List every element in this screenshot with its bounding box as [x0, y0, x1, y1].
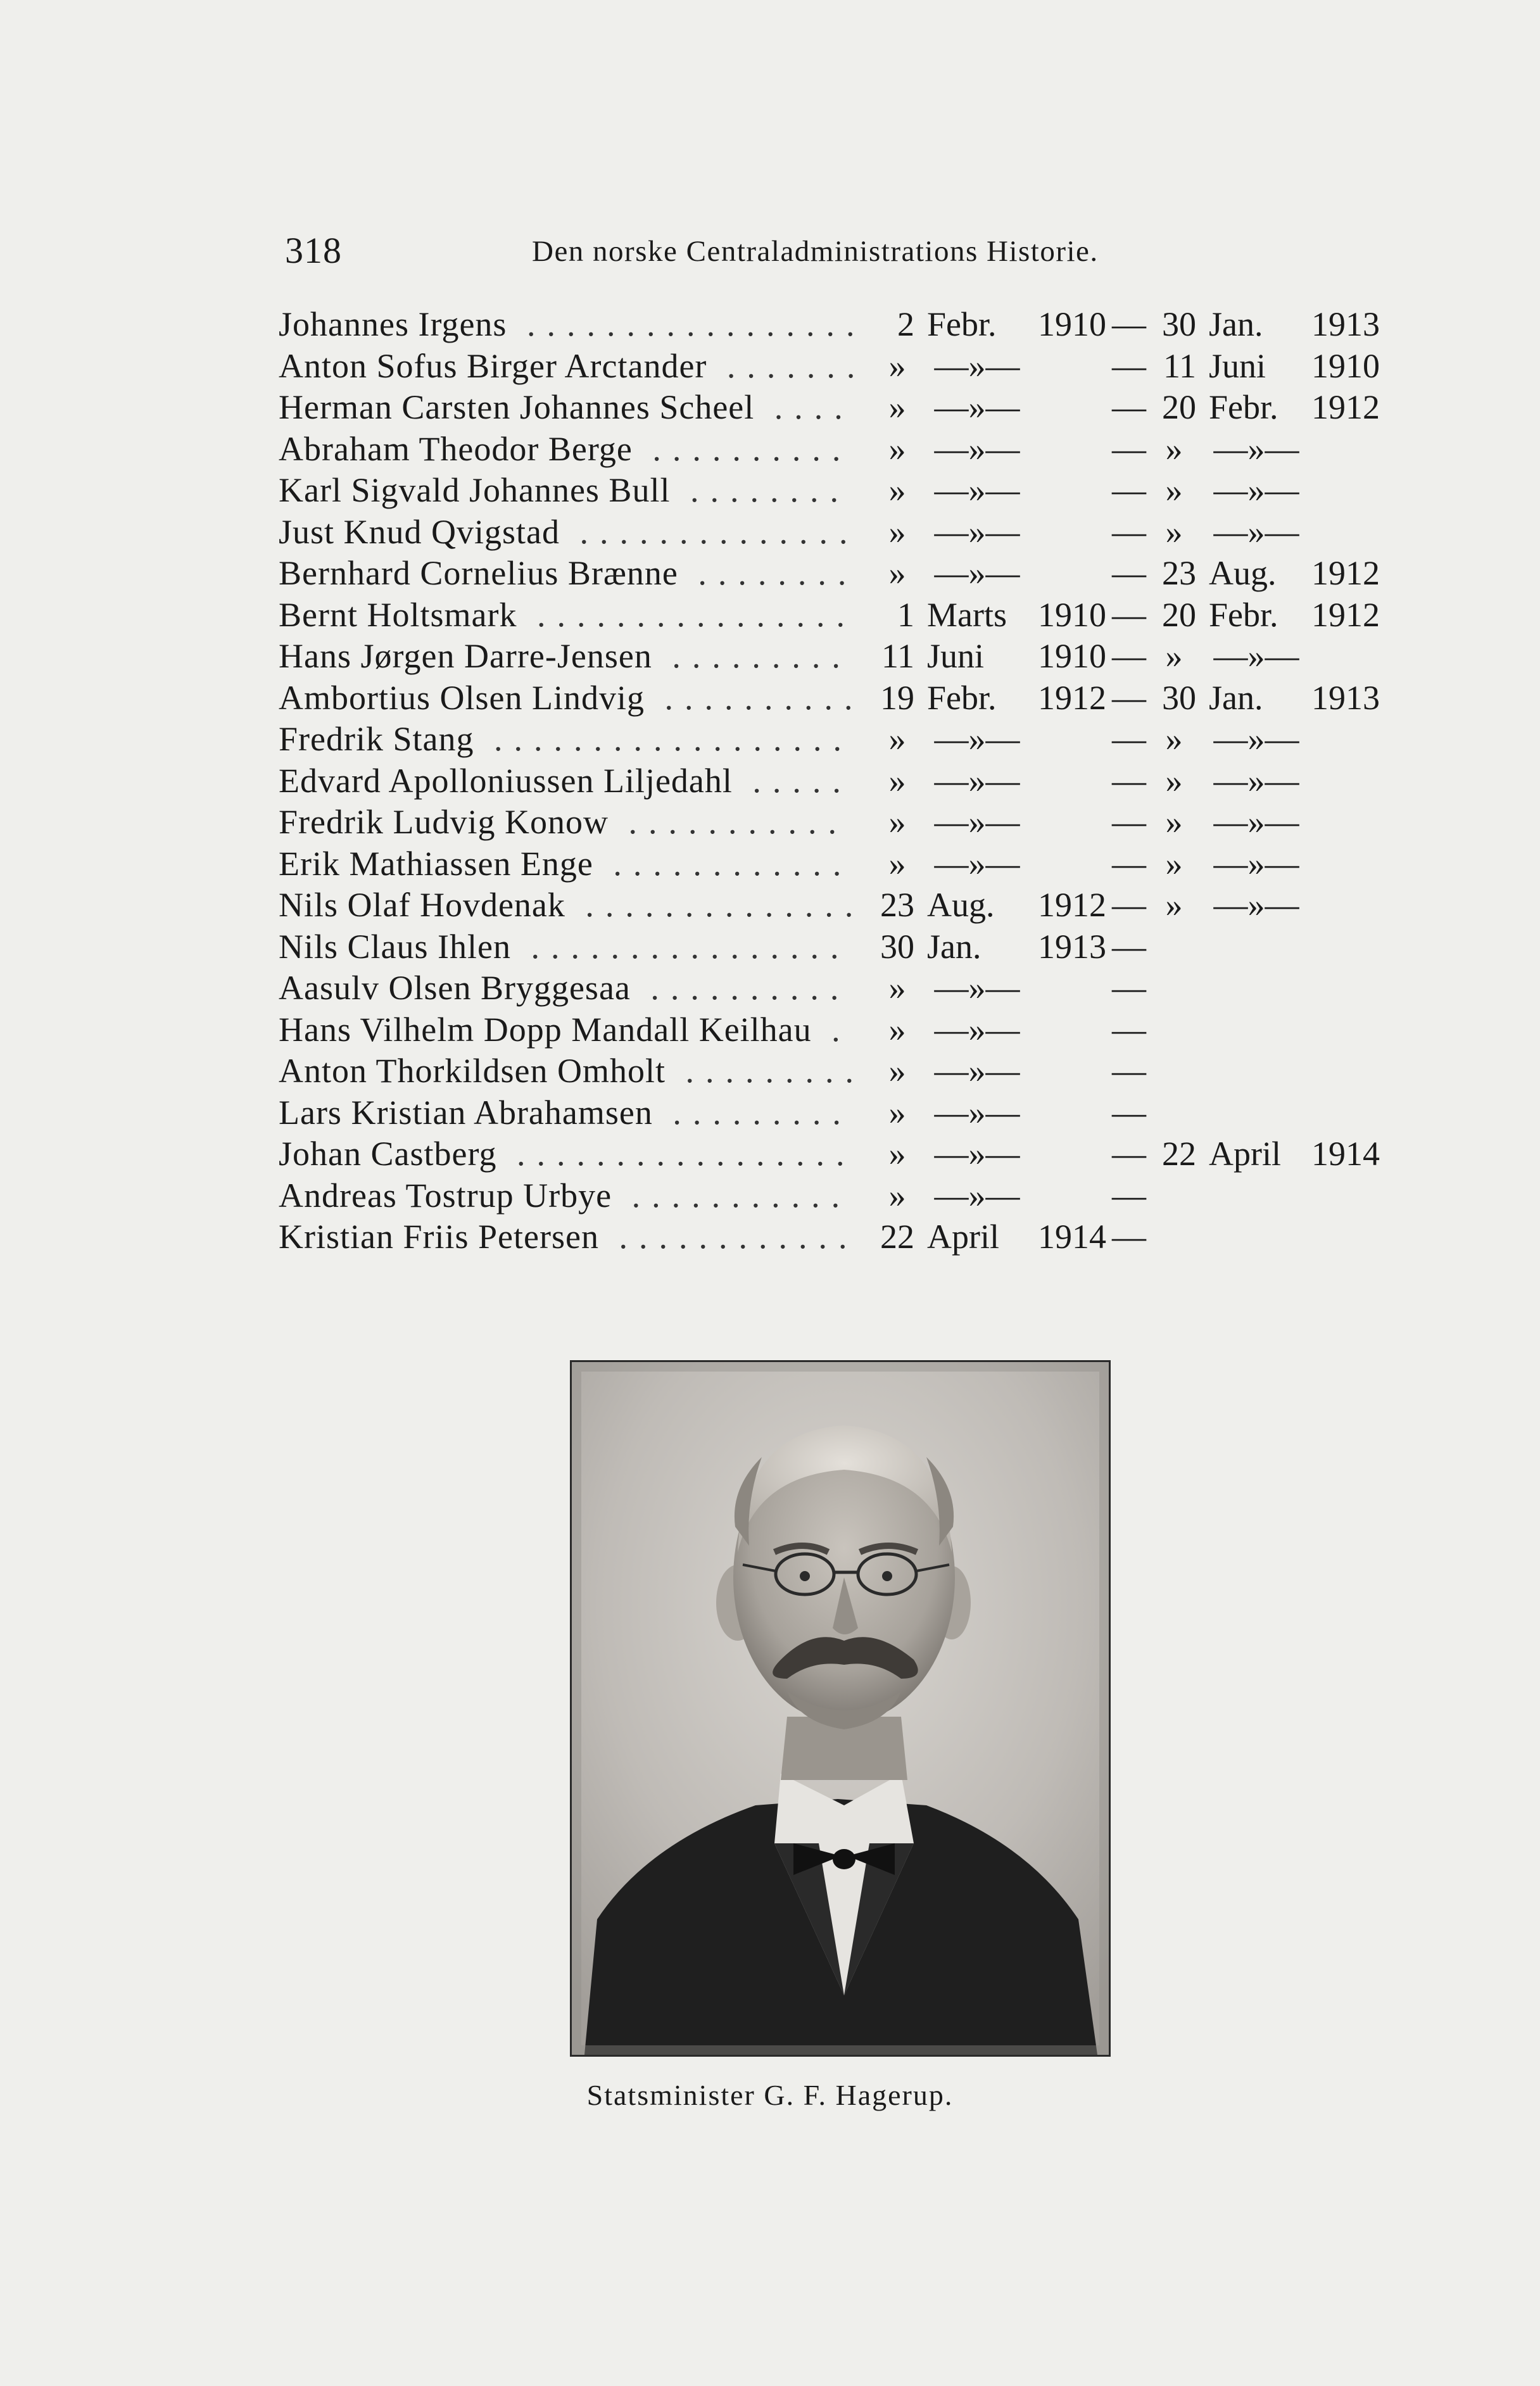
from-month: —»—	[934, 803, 1020, 841]
from-day: »	[888, 512, 906, 551]
to-year	[1304, 1009, 1380, 1051]
to-month	[1196, 1092, 1304, 1134]
range-dash: —	[1112, 1010, 1146, 1049]
to-day: »	[1165, 637, 1183, 675]
official-name: Nils Claus Ihlen	[279, 927, 511, 966]
dot-leader: ................	[517, 595, 856, 634]
from-year	[1027, 802, 1106, 843]
official-name: Hans Vilhelm Dopp Mandall Keilhau	[279, 1010, 812, 1049]
from-month: —»—	[934, 720, 1020, 758]
from-year	[1027, 429, 1106, 470]
to-month: —»—	[1213, 720, 1299, 758]
dot-leader: .................	[496, 1135, 856, 1173]
from-year	[1027, 1133, 1106, 1175]
portrait-photo	[570, 1360, 1111, 2057]
range-dash: —	[1112, 471, 1146, 509]
dot-leader: ........	[670, 471, 850, 509]
from-year	[1027, 512, 1106, 553]
table-row	[279, 1051, 1380, 1092]
to-month: Febr.	[1209, 388, 1278, 426]
from-day: »	[888, 844, 906, 883]
official-name-cell	[279, 595, 880, 636]
to-day: 22	[1162, 1135, 1196, 1173]
to-month: Aug.	[1209, 554, 1277, 592]
from-month: —»—	[934, 969, 1020, 1007]
to-month: Jan.	[1209, 305, 1263, 343]
official-name: Andreas Tostrup Urbye	[279, 1176, 612, 1215]
to-month: —»—	[1213, 761, 1299, 800]
official-name: Lars Kristian Abrahamsen	[279, 1093, 653, 1132]
from-year	[1027, 719, 1106, 761]
from-day: »	[888, 429, 906, 468]
dot-leader: .	[811, 1010, 852, 1049]
to-year: 1912	[1311, 554, 1380, 592]
range-dash: —	[1112, 886, 1146, 924]
range-dash: —	[1112, 429, 1146, 468]
to-month	[1196, 1216, 1304, 1258]
official-name-cell	[279, 926, 880, 968]
from-year: 1910	[1038, 595, 1106, 634]
to-year	[1304, 926, 1380, 968]
from-month: —»—	[934, 761, 1020, 800]
range-dash: —	[1112, 1135, 1146, 1173]
range-dash: —	[1112, 554, 1146, 592]
to-month	[1196, 1051, 1304, 1092]
table-row	[279, 761, 1380, 802]
from-day: 1	[897, 595, 914, 634]
running-title: Den norske Centraladministrations Historie.	[532, 235, 1099, 268]
from-month: —»—	[934, 346, 1020, 385]
dot-leader: ..........	[632, 429, 852, 468]
range-dash: —	[1112, 927, 1146, 966]
dot-leader: ..................	[474, 720, 853, 758]
official-name-cell	[279, 802, 880, 843]
official-name: Aasulv Olsen Bryggesaa	[279, 969, 631, 1007]
range-dash: —	[1112, 1218, 1146, 1256]
from-year	[1027, 843, 1106, 885]
official-name-cell	[279, 885, 880, 926]
dot-leader: ...........	[608, 803, 848, 841]
official-name: Johan Castberg	[279, 1135, 497, 1173]
table-row	[279, 802, 1380, 843]
to-year: 1913	[1311, 305, 1380, 343]
from-year	[1027, 1092, 1106, 1134]
dot-leader: .........	[652, 637, 852, 675]
table-row	[279, 636, 1380, 678]
official-name: Karl Sigvald Johannes Bull	[279, 471, 671, 509]
portrait-caption: Statsminister G. F. Hagerup.	[586, 2079, 954, 2111]
from-year	[1027, 553, 1106, 595]
to-month	[1196, 1175, 1304, 1217]
official-name-cell	[279, 553, 880, 595]
page-header	[0, 229, 1540, 274]
official-name: Erik Mathiassen Enge	[279, 844, 593, 883]
table-row	[279, 1092, 1380, 1134]
to-year	[1304, 885, 1380, 926]
from-year: 1914	[1038, 1218, 1106, 1256]
table-row	[279, 968, 1380, 1009]
dot-leader: ..............	[565, 886, 865, 924]
from-day: »	[888, 388, 906, 426]
official-name-cell	[279, 304, 880, 346]
table-row	[279, 429, 1380, 470]
dot-leader: ........	[678, 554, 858, 592]
official-name-cell	[279, 1133, 880, 1175]
from-day: 30	[880, 927, 914, 966]
from-month: —»—	[934, 1176, 1020, 1215]
table-row	[279, 304, 1380, 346]
table-row	[279, 843, 1380, 885]
to-year	[1304, 429, 1380, 470]
from-day: »	[888, 803, 906, 841]
official-name-cell	[279, 1051, 880, 1092]
from-year	[1027, 346, 1106, 388]
dot-leader: ..........	[644, 678, 864, 717]
to-day: »	[1165, 471, 1183, 509]
official-name-cell	[279, 719, 880, 761]
range-dash: —	[1112, 1093, 1146, 1132]
official-name-cell	[279, 387, 880, 429]
to-year	[1304, 1092, 1380, 1134]
to-year: 1912	[1311, 388, 1380, 426]
table-row	[279, 885, 1380, 926]
from-day: 19	[880, 678, 914, 717]
to-day: »	[1165, 720, 1183, 758]
to-month: —»—	[1213, 429, 1299, 468]
official-name: Herman Carsten Johannes Scheel	[279, 388, 755, 426]
to-year: 1913	[1311, 678, 1380, 717]
from-year	[1027, 470, 1106, 512]
range-dash: —	[1112, 512, 1146, 551]
table-row	[279, 470, 1380, 512]
range-dash: —	[1112, 388, 1146, 426]
from-day: »	[888, 346, 906, 385]
to-month: Juni	[1209, 346, 1266, 385]
officials-table	[279, 304, 1380, 1258]
official-name: Nils Olaf Hovdenak	[279, 886, 565, 924]
to-year	[1304, 1216, 1380, 1258]
to-year	[1304, 761, 1380, 802]
officials-table-body	[279, 304, 1380, 1258]
from-year: 1910	[1038, 305, 1106, 343]
from-day: »	[888, 1093, 906, 1132]
table-row	[279, 346, 1380, 388]
official-name-cell	[279, 636, 880, 678]
official-name: Edvard Apolloniussen Liljedahl	[279, 761, 733, 800]
from-year	[1027, 1009, 1106, 1051]
to-month	[1196, 926, 1304, 968]
to-year	[1304, 636, 1380, 678]
from-day: 2	[897, 305, 914, 343]
to-month: —»—	[1213, 886, 1299, 924]
from-day: »	[888, 1176, 906, 1215]
official-name-cell	[279, 1216, 880, 1258]
to-year	[1304, 512, 1380, 553]
official-name: Fredrik Ludvig Konow	[279, 803, 609, 841]
to-month: —»—	[1213, 471, 1299, 509]
to-day: 20	[1162, 388, 1196, 426]
to-day: »	[1165, 761, 1183, 800]
table-row	[279, 1175, 1380, 1217]
table-row	[279, 926, 1380, 968]
official-name: Fredrik Stang	[279, 720, 474, 758]
range-dash: —	[1112, 305, 1146, 343]
from-day: »	[888, 720, 906, 758]
from-month: Jan.	[927, 927, 981, 966]
table-row	[279, 387, 1380, 429]
range-dash: —	[1112, 720, 1146, 758]
from-month: Aug.	[927, 886, 995, 924]
from-month: —»—	[934, 1135, 1020, 1173]
official-name-cell	[279, 761, 880, 802]
official-name: Ambortius Olsen Lindvig	[279, 678, 645, 717]
to-month: —»—	[1213, 803, 1299, 841]
dot-leader: ....	[754, 388, 854, 426]
from-day: »	[888, 1052, 906, 1090]
range-dash: —	[1112, 678, 1146, 717]
dot-leader: ..........	[630, 969, 850, 1007]
page-number: 318	[285, 230, 342, 271]
from-month: —»—	[934, 554, 1020, 592]
to-month: —»—	[1213, 844, 1299, 883]
from-year	[1027, 1175, 1106, 1217]
from-month: —»—	[934, 1010, 1020, 1049]
official-name-cell	[279, 470, 880, 512]
to-day: »	[1165, 886, 1183, 924]
range-dash: —	[1112, 346, 1146, 385]
official-name: Bernhard Cornelius Brænne	[279, 554, 678, 592]
from-day: »	[888, 1010, 906, 1049]
official-name-cell	[279, 1009, 880, 1051]
from-month: —»—	[934, 844, 1020, 883]
to-year	[1304, 1175, 1380, 1217]
from-year	[1027, 761, 1106, 802]
official-name-cell	[279, 1175, 880, 1217]
official-name: Just Knud Qvigstad	[279, 512, 560, 551]
dot-leader: .................	[507, 305, 866, 343]
dot-leader: ............	[593, 844, 853, 883]
to-day: »	[1165, 803, 1183, 841]
official-name-cell	[279, 678, 880, 719]
to-day: 30	[1162, 305, 1196, 343]
to-month: —»—	[1213, 637, 1299, 675]
dot-leader: .....	[732, 761, 852, 800]
to-day	[1152, 1009, 1196, 1051]
official-name: Anton Sofus Birger Arctander	[279, 346, 707, 385]
official-name: Anton Thorkildsen Omholt	[279, 1052, 666, 1090]
official-name-cell	[279, 968, 880, 1009]
to-month: —»—	[1213, 512, 1299, 551]
to-year	[1304, 719, 1380, 761]
from-month: Marts	[927, 595, 1007, 634]
from-day: »	[888, 969, 906, 1007]
from-month: Juni	[927, 637, 985, 675]
to-month: Febr.	[1209, 595, 1278, 634]
to-year	[1304, 968, 1380, 1009]
to-day: 11	[1163, 346, 1196, 385]
dot-leader: .......	[707, 346, 867, 385]
to-month: Jan.	[1209, 678, 1263, 717]
official-name-cell	[279, 429, 880, 470]
to-month	[1196, 1009, 1304, 1051]
to-year: 1914	[1311, 1135, 1380, 1173]
from-day: »	[888, 554, 906, 592]
table-row	[279, 1009, 1380, 1051]
to-day: 30	[1162, 678, 1196, 717]
from-month: —»—	[934, 512, 1020, 551]
to-day: »	[1165, 429, 1183, 468]
table-row	[279, 719, 1380, 761]
from-month: —»—	[934, 429, 1020, 468]
to-day	[1152, 1092, 1196, 1134]
from-month: —»—	[934, 388, 1020, 426]
to-year	[1304, 802, 1380, 843]
dot-leader: ............	[598, 1218, 859, 1256]
dot-leader: ................	[510, 927, 850, 966]
from-day: »	[888, 1135, 906, 1173]
to-day	[1152, 926, 1196, 968]
to-month	[1196, 968, 1304, 1009]
from-month: Febr.	[927, 678, 997, 717]
table-row	[279, 1133, 1380, 1175]
table-row	[279, 595, 1380, 636]
official-name: Hans Jørgen Darre-Jensen	[279, 637, 652, 675]
from-year	[1027, 387, 1106, 429]
from-year	[1027, 1051, 1106, 1092]
official-name: Abraham Theodor Berge	[279, 429, 633, 468]
from-year: 1912	[1038, 886, 1106, 924]
from-day: 23	[880, 886, 914, 924]
from-month: Febr.	[927, 305, 997, 343]
from-month: April	[927, 1218, 999, 1256]
table-row	[279, 678, 1380, 719]
to-day: 23	[1162, 554, 1196, 592]
to-year: 1910	[1311, 346, 1380, 385]
official-name-cell	[279, 346, 880, 388]
range-dash: —	[1112, 1052, 1146, 1090]
from-day: 11	[881, 637, 914, 675]
from-month: —»—	[934, 1052, 1020, 1090]
from-day: 22	[880, 1218, 914, 1256]
official-name: Johannes Irgens	[279, 305, 507, 343]
range-dash: —	[1112, 637, 1146, 675]
to-day	[1152, 1051, 1196, 1092]
from-month: —»—	[934, 471, 1020, 509]
portrait-image	[572, 1362, 1109, 2055]
from-month: —»—	[934, 1093, 1020, 1132]
to-year	[1304, 470, 1380, 512]
to-year	[1304, 1051, 1380, 1092]
range-dash: —	[1112, 595, 1146, 634]
dot-leader: ..............	[560, 512, 859, 551]
range-dash: —	[1112, 761, 1146, 800]
dot-leader: .........	[666, 1052, 865, 1090]
table-row	[279, 512, 1380, 553]
to-month: April	[1209, 1135, 1281, 1173]
to-day	[1152, 968, 1196, 1009]
official-name-cell	[279, 512, 880, 553]
table-row	[279, 553, 1380, 595]
official-name: Kristian Friis Petersen	[279, 1218, 599, 1256]
to-year: 1912	[1311, 595, 1380, 634]
range-dash: —	[1112, 969, 1146, 1007]
range-dash: —	[1112, 803, 1146, 841]
from-day: »	[888, 471, 906, 509]
to-day: 20	[1162, 595, 1196, 634]
official-name: Bernt Holtsmark	[279, 595, 517, 634]
table-row	[279, 1216, 1380, 1258]
range-dash: —	[1112, 844, 1146, 883]
to-day: »	[1165, 512, 1183, 551]
official-name-cell	[279, 843, 880, 885]
to-day: »	[1165, 844, 1183, 883]
dot-leader: .........	[652, 1093, 852, 1132]
to-day	[1152, 1175, 1196, 1217]
dot-leader: ...........	[612, 1176, 852, 1215]
to-day	[1152, 1216, 1196, 1258]
from-year	[1027, 968, 1106, 1009]
from-day: »	[888, 761, 906, 800]
official-name-cell	[279, 1092, 880, 1134]
range-dash: —	[1112, 1176, 1146, 1215]
from-year: 1913	[1038, 927, 1106, 966]
to-year	[1304, 843, 1380, 885]
from-year: 1910	[1038, 637, 1106, 675]
from-year: 1912	[1038, 678, 1106, 717]
